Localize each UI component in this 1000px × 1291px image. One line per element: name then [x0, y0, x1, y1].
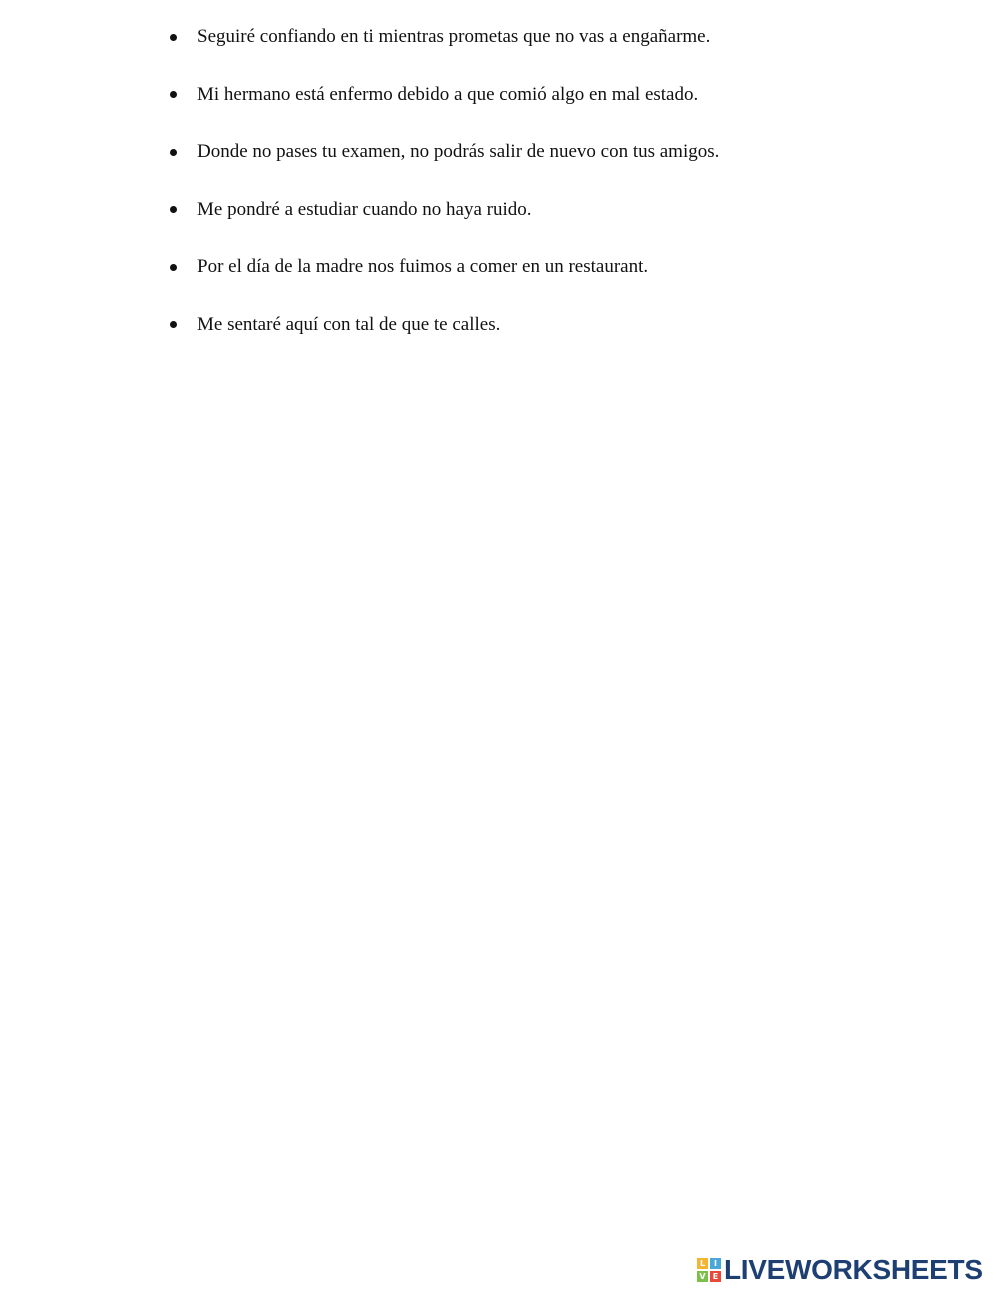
bullet-icon [170, 34, 177, 41]
logo-cell: V [697, 1271, 708, 1282]
logo-cell: L [697, 1258, 708, 1269]
bullet-icon [170, 206, 177, 213]
bullet-icon [170, 321, 177, 328]
bullet-icon [170, 149, 177, 156]
list-item-text: Por el día de la madre nos fuimos a comer en un restaurant. [197, 256, 649, 277]
list-item-text: Me sentaré aquí con tal de que te calles. [197, 313, 501, 335]
logo-cell: I [710, 1258, 721, 1269]
liveworksheets-logo [697, 1256, 983, 1284]
list-item-text: Mi hermano está enfermo debido a que comió algo en mal estado. [197, 83, 699, 105]
bullet-icon [170, 264, 177, 271]
list-item [168, 24, 719, 50]
list-item-text: Seguiré confiando en ti mientras prometas que no vas a engañarme. [197, 26, 711, 47]
list-item [168, 254, 719, 280]
list-item [168, 312, 719, 338]
logo-text: LIVEWORKSHEETS [724, 1254, 983, 1285]
list-item-text: Me pondré a estudiar cuando no haya ruido. [197, 198, 532, 220]
list-item [168, 197, 719, 223]
list-item-text: Donde no pases tu examen, no podrás salir de nuevo con tus amigos. [197, 141, 720, 162]
logo-grid-icon [697, 1258, 721, 1282]
logo-cell: E [710, 1271, 721, 1282]
bullet-icon [170, 91, 177, 98]
list-item [168, 82, 719, 108]
list-item [168, 139, 719, 165]
sentence-list [168, 24, 719, 369]
